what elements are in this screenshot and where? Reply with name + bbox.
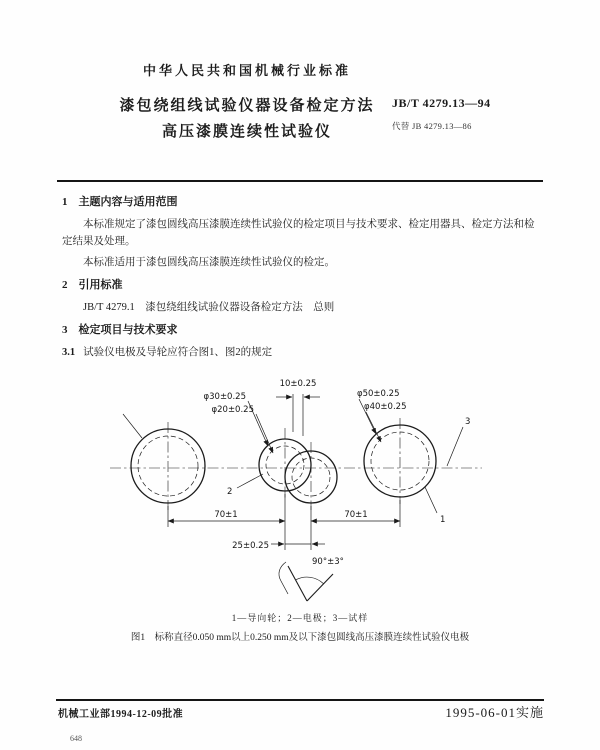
dimension-70-right: [311, 500, 400, 550]
part-label-3: 3: [465, 417, 471, 427]
section-1-heading: 1 主题内容与适用范围: [62, 196, 178, 208]
part-label-1: 1: [440, 515, 446, 525]
dim-label-d20: φ20±0.25: [211, 405, 254, 415]
electrode-wheels: [259, 439, 337, 503]
figure-legend: 1—导向轮；2—电极；3—试样: [231, 613, 369, 623]
part-label-2: 2: [227, 487, 233, 497]
standard-class-heading: 中华人民共和国机械行业标准: [142, 63, 351, 78]
dim-label-d40: φ40±0.25: [364, 402, 407, 412]
dim-label-d30: φ30±0.25: [203, 392, 246, 402]
dim-label-d50: φ50±0.25: [357, 389, 400, 399]
clause-3-1-number: 3.1: [62, 347, 76, 358]
section-1-paragraph-2: 本标准适用于漆包圆线高压漆膜连续性试验仪的检定。: [83, 257, 335, 268]
section-3-heading: 3 检定项目与技术要求: [62, 324, 178, 336]
dim-label-w10: 10±0.25: [279, 379, 317, 389]
footer-rule: [56, 699, 544, 701]
standard-number-block: [392, 96, 491, 132]
dim-label-70-left: 70±1: [214, 510, 238, 520]
clause-3-1-text: 试验仪电极及导轮应符合图1、图2的规定: [83, 347, 273, 358]
implementation-date: 1995-06-01实施: [445, 705, 544, 720]
page-number: 648: [70, 734, 82, 743]
section-2-heading: 2 引用标准: [62, 279, 123, 291]
section-2-reference: JB/T 4279.1 漆包绕组线试验仪器设备检定方法 总则: [83, 302, 335, 313]
figure-caption: 图1 标称直径0.050 mm以上0.250 mm及以下漆包圆线高压漆膜连续性试验仪电极: [130, 633, 470, 643]
dim-label-angle: 90°±3°: [312, 557, 344, 567]
approval-note: 机械工业部1994-12-09批准: [58, 709, 184, 720]
standard-number: JB/T 4279.13—94: [392, 96, 491, 110]
dim-label-25: 25±0.25: [232, 541, 269, 551]
doc-title-line1: 漆包绕组线试验仪器设备检定方法: [119, 98, 375, 114]
figure-1-drawing: [60, 370, 540, 610]
groove-angle-detail: [279, 562, 333, 601]
doc-title-line2: 高压漆膜连续性试验仪: [161, 124, 332, 140]
clause-3-1: [62, 344, 540, 361]
dim-label-70-right: 70±1: [344, 510, 368, 520]
header-rule: [57, 180, 543, 182]
section-1-paragraph-1: 本标准规定了漆包圆线高压漆膜连续性试验仪的检定项目与技术要求、检定用器具、检定方法和检定结果及处理。: [62, 219, 535, 247]
dimension-width-10: [276, 394, 320, 436]
superseded-note: 代替 JB 4279.13—86: [392, 121, 472, 131]
body-text: [62, 194, 540, 365]
